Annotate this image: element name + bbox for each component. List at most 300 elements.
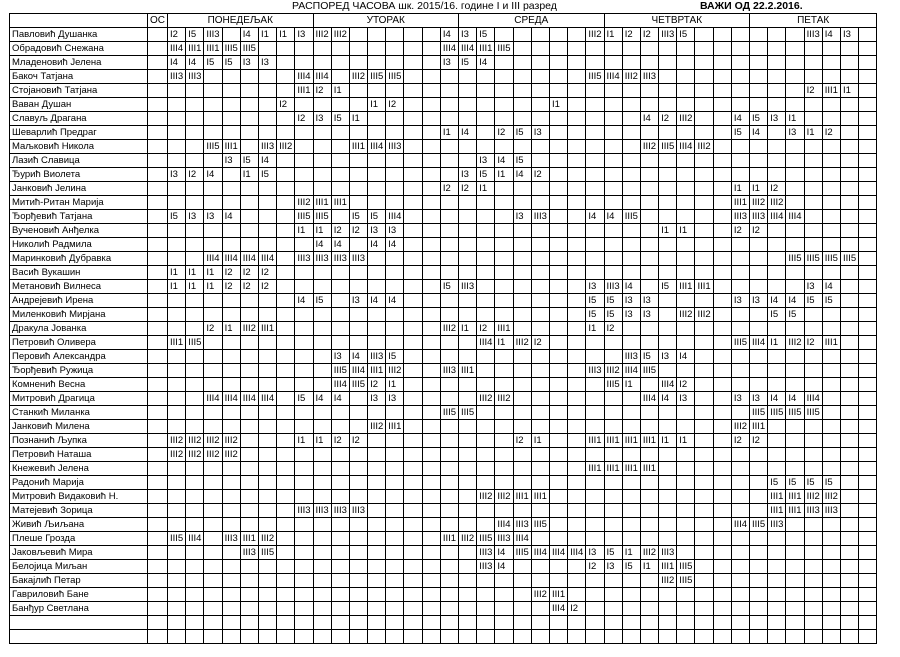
- lesson-cell: [186, 560, 204, 574]
- lesson-cell: [604, 574, 622, 588]
- os-cell: [148, 70, 168, 84]
- lesson-cell: [786, 616, 804, 630]
- lesson-cell: [368, 448, 386, 462]
- lesson-cell: [313, 336, 331, 350]
- lesson-cell: [549, 434, 567, 448]
- lesson-cell: [786, 448, 804, 462]
- lesson-cell: I2: [659, 112, 677, 126]
- lesson-cell: III2: [313, 28, 331, 42]
- lesson-cell: [768, 126, 786, 140]
- lesson-cell: [240, 126, 258, 140]
- lesson-cell: [368, 266, 386, 280]
- lesson-cell: [331, 140, 349, 154]
- lesson-cell: [659, 616, 677, 630]
- teacher-name: Андрејевић Ирена: [10, 294, 148, 308]
- lesson-cell: I1: [549, 98, 567, 112]
- os-cell: [148, 224, 168, 238]
- lesson-cell: I5: [313, 294, 331, 308]
- lesson-cell: [349, 616, 367, 630]
- lesson-cell: [422, 462, 440, 476]
- teacher-name: Петровић Оливера: [10, 336, 148, 350]
- lesson-cell: [568, 532, 586, 546]
- lesson-cell: [277, 546, 295, 560]
- lesson-cell: [186, 378, 204, 392]
- lesson-cell: [586, 574, 604, 588]
- teacher-name: Кнежевић Јелена: [10, 462, 148, 476]
- teacher-name: Метановић Вилнеса: [10, 280, 148, 294]
- lesson-cell: [477, 462, 495, 476]
- lesson-cell: I5: [513, 154, 531, 168]
- teacher-row: [10, 308, 877, 322]
- lesson-cell: I2: [804, 336, 822, 350]
- lesson-cell: [568, 504, 586, 518]
- lesson-cell: [713, 168, 731, 182]
- lesson-cell: [422, 434, 440, 448]
- lesson-cell: I5: [659, 280, 677, 294]
- lesson-cell: [440, 224, 458, 238]
- lesson-cell: [859, 560, 877, 574]
- lesson-cell: [822, 238, 840, 252]
- lesson-cell: [349, 546, 367, 560]
- teacher-name: Младеновић Јелена: [10, 56, 148, 70]
- lesson-cell: [659, 126, 677, 140]
- lesson-cell: [313, 532, 331, 546]
- lesson-cell: I3: [640, 294, 658, 308]
- teacher-row: [10, 210, 877, 224]
- lesson-cell: III5: [531, 518, 549, 532]
- lesson-cell: [768, 252, 786, 266]
- lesson-cell: [586, 378, 604, 392]
- lesson-cell: [622, 630, 640, 644]
- lesson-cell: [786, 168, 804, 182]
- lesson-cell: III3: [659, 546, 677, 560]
- lesson-cell: [568, 28, 586, 42]
- lesson-cell: [695, 322, 713, 336]
- lesson-cell: [804, 448, 822, 462]
- lesson-cell: [713, 126, 731, 140]
- lesson-cell: [477, 224, 495, 238]
- lesson-cell: [840, 630, 858, 644]
- lesson-cell: [750, 532, 768, 546]
- lesson-cell: I4: [295, 294, 313, 308]
- lesson-cell: [313, 448, 331, 462]
- lesson-cell: [477, 574, 495, 588]
- os-cell: [148, 336, 168, 350]
- lesson-cell: [677, 182, 695, 196]
- lesson-cell: [422, 294, 440, 308]
- lesson-cell: [768, 140, 786, 154]
- lesson-cell: [258, 574, 276, 588]
- lesson-cell: [804, 574, 822, 588]
- lesson-cell: [568, 336, 586, 350]
- lesson-cell: [768, 560, 786, 574]
- lesson-cell: [440, 84, 458, 98]
- lesson-cell: [804, 630, 822, 644]
- lesson-cell: [386, 42, 404, 56]
- lesson-cell: III4: [549, 546, 567, 560]
- lesson-cell: [222, 560, 240, 574]
- lesson-cell: [713, 364, 731, 378]
- lesson-cell: [222, 308, 240, 322]
- lesson-cell: III4: [240, 252, 258, 266]
- lesson-cell: III3: [459, 280, 477, 294]
- lesson-cell: [295, 280, 313, 294]
- lesson-cell: [713, 252, 731, 266]
- lesson-cell: I1: [768, 336, 786, 350]
- lesson-cell: I4: [477, 56, 495, 70]
- lesson-cell: [549, 28, 567, 42]
- lesson-cell: [331, 308, 349, 322]
- lesson-cell: [659, 308, 677, 322]
- lesson-cell: [240, 224, 258, 238]
- lesson-cell: [731, 56, 749, 70]
- lesson-cell: [713, 560, 731, 574]
- lesson-cell: [677, 490, 695, 504]
- lesson-cell: III1: [604, 462, 622, 476]
- lesson-cell: [713, 588, 731, 602]
- lesson-cell: I3: [768, 112, 786, 126]
- lesson-cell: [640, 448, 658, 462]
- lesson-cell: [859, 224, 877, 238]
- lesson-cell: [622, 532, 640, 546]
- os-cell: [148, 322, 168, 336]
- teacher-name: Маринковић Дубравка: [10, 252, 148, 266]
- lesson-cell: [477, 588, 495, 602]
- lesson-cell: I4: [822, 280, 840, 294]
- lesson-cell: I1: [368, 98, 386, 112]
- lesson-cell: [222, 518, 240, 532]
- lesson-cell: [586, 448, 604, 462]
- lesson-cell: [440, 420, 458, 434]
- lesson-cell: [222, 574, 240, 588]
- teacher-row: [10, 294, 877, 308]
- lesson-cell: [804, 588, 822, 602]
- lesson-cell: [459, 560, 477, 574]
- lesson-cell: [695, 616, 713, 630]
- lesson-cell: [604, 588, 622, 602]
- lesson-cell: [277, 308, 295, 322]
- lesson-cell: [168, 476, 186, 490]
- lesson-cell: III4: [531, 546, 549, 560]
- lesson-cell: [768, 350, 786, 364]
- lesson-cell: [768, 420, 786, 434]
- lesson-cell: [604, 420, 622, 434]
- lesson-cell: III1: [440, 532, 458, 546]
- lesson-cell: [768, 42, 786, 56]
- lesson-cell: [404, 462, 422, 476]
- lesson-cell: [186, 308, 204, 322]
- lesson-cell: [404, 84, 422, 98]
- teacher-row: [10, 378, 877, 392]
- lesson-cell: [295, 602, 313, 616]
- lesson-cell: [459, 490, 477, 504]
- lesson-cell: [386, 280, 404, 294]
- lesson-cell: [731, 350, 749, 364]
- lesson-cell: [531, 196, 549, 210]
- lesson-cell: [222, 378, 240, 392]
- lesson-cell: [277, 252, 295, 266]
- lesson-cell: [295, 616, 313, 630]
- teacher-row: [10, 336, 877, 350]
- lesson-cell: [677, 84, 695, 98]
- lesson-cell: [440, 294, 458, 308]
- lesson-cell: [222, 238, 240, 252]
- lesson-cell: III2: [622, 70, 640, 84]
- lesson-cell: [240, 294, 258, 308]
- lesson-cell: [549, 630, 567, 644]
- lesson-cell: [549, 322, 567, 336]
- lesson-cell: [840, 168, 858, 182]
- os-cell: [148, 448, 168, 462]
- lesson-cell: III5: [731, 336, 749, 350]
- lesson-cell: [368, 112, 386, 126]
- lesson-cell: [568, 84, 586, 98]
- lesson-cell: [440, 308, 458, 322]
- lesson-cell: [277, 280, 295, 294]
- lesson-cell: [277, 434, 295, 448]
- lesson-cell: [513, 504, 531, 518]
- lesson-cell: [531, 98, 549, 112]
- lesson-cell: [513, 616, 531, 630]
- lesson-cell: I4: [640, 112, 658, 126]
- lesson-cell: [840, 182, 858, 196]
- lesson-cell: [258, 210, 276, 224]
- lesson-cell: [204, 490, 222, 504]
- lesson-cell: [240, 140, 258, 154]
- lesson-cell: [713, 294, 731, 308]
- lesson-cell: [659, 406, 677, 420]
- teacher-name: Ваван Душан: [10, 98, 148, 112]
- lesson-cell: [368, 56, 386, 70]
- lesson-cell: [222, 70, 240, 84]
- lesson-cell: III4: [786, 210, 804, 224]
- lesson-cell: [604, 392, 622, 406]
- lesson-cell: [513, 448, 531, 462]
- lesson-cell: III4: [313, 70, 331, 84]
- lesson-cell: [859, 602, 877, 616]
- lesson-cell: III3: [604, 280, 622, 294]
- lesson-cell: III2: [604, 364, 622, 378]
- lesson-cell: III5: [368, 70, 386, 84]
- lesson-cell: [604, 98, 622, 112]
- lesson-cell: [713, 420, 731, 434]
- lesson-cell: [368, 490, 386, 504]
- lesson-cell: [368, 126, 386, 140]
- lesson-cell: I5: [386, 350, 404, 364]
- lesson-cell: [240, 350, 258, 364]
- lesson-cell: [568, 476, 586, 490]
- lesson-cell: I3: [222, 154, 240, 168]
- lesson-cell: [768, 462, 786, 476]
- lesson-cell: [695, 182, 713, 196]
- lesson-cell: [368, 532, 386, 546]
- lesson-cell: [731, 490, 749, 504]
- lesson-cell: I1: [186, 280, 204, 294]
- lesson-cell: [568, 406, 586, 420]
- lesson-cell: [677, 322, 695, 336]
- lesson-cell: [659, 182, 677, 196]
- lesson-cell: III1: [495, 322, 513, 336]
- teacher-name: Радонић Марија: [10, 476, 148, 490]
- lesson-cell: [840, 322, 858, 336]
- lesson-cell: [604, 252, 622, 266]
- lesson-cell: III3: [768, 518, 786, 532]
- lesson-cell: [313, 42, 331, 56]
- lesson-cell: [750, 588, 768, 602]
- lesson-cell: I4: [604, 210, 622, 224]
- lesson-cell: [822, 378, 840, 392]
- lesson-cell: [695, 476, 713, 490]
- lesson-cell: [622, 140, 640, 154]
- lesson-cell: [513, 112, 531, 126]
- lesson-cell: [313, 574, 331, 588]
- lesson-cell: [404, 238, 422, 252]
- lesson-cell: III3: [168, 70, 186, 84]
- lesson-cell: [313, 406, 331, 420]
- lesson-cell: [386, 182, 404, 196]
- lesson-cell: [459, 294, 477, 308]
- lesson-cell: [713, 378, 731, 392]
- lesson-cell: [568, 560, 586, 574]
- lesson-cell: III3: [313, 504, 331, 518]
- lesson-cell: [386, 448, 404, 462]
- lesson-cell: I5: [822, 294, 840, 308]
- lesson-cell: [459, 350, 477, 364]
- lesson-cell: III5: [804, 252, 822, 266]
- lesson-cell: [313, 308, 331, 322]
- lesson-cell: III4: [386, 210, 404, 224]
- lesson-cell: [549, 140, 567, 154]
- lesson-cell: [659, 336, 677, 350]
- lesson-cell: III2: [186, 448, 204, 462]
- lesson-cell: [549, 112, 567, 126]
- lesson-cell: I1: [295, 434, 313, 448]
- lesson-cell: [295, 420, 313, 434]
- lesson-cell: [422, 280, 440, 294]
- lesson-cell: I1: [204, 266, 222, 280]
- lesson-cell: [240, 490, 258, 504]
- lesson-cell: [477, 518, 495, 532]
- lesson-cell: [586, 112, 604, 126]
- lesson-cell: [404, 336, 422, 350]
- lesson-cell: [404, 98, 422, 112]
- lesson-cell: I2: [804, 84, 822, 98]
- lesson-cell: [422, 490, 440, 504]
- lesson-cell: [677, 546, 695, 560]
- teacher-row: [10, 238, 877, 252]
- lesson-cell: III4: [204, 392, 222, 406]
- lesson-cell: III5: [313, 210, 331, 224]
- lesson-cell: [713, 504, 731, 518]
- lesson-cell: [368, 518, 386, 532]
- lesson-cell: [440, 476, 458, 490]
- lesson-cell: [640, 252, 658, 266]
- lesson-cell: [204, 308, 222, 322]
- lesson-cell: [204, 112, 222, 126]
- lesson-cell: [204, 588, 222, 602]
- lesson-cell: [840, 126, 858, 140]
- os-cell: [148, 28, 168, 42]
- lesson-cell: III4: [459, 42, 477, 56]
- lesson-cell: III5: [168, 532, 186, 546]
- lesson-cell: [713, 546, 731, 560]
- lesson-cell: [568, 140, 586, 154]
- lesson-cell: [495, 350, 513, 364]
- lesson-cell: [222, 476, 240, 490]
- lesson-cell: [786, 588, 804, 602]
- lesson-cell: [186, 224, 204, 238]
- lesson-cell: [859, 322, 877, 336]
- lesson-cell: I5: [222, 56, 240, 70]
- lesson-cell: [295, 322, 313, 336]
- teacher-name: Вученовић Анђелка: [10, 224, 148, 238]
- teacher-row: [10, 420, 877, 434]
- lesson-cell: [677, 42, 695, 56]
- lesson-cell: [459, 448, 477, 462]
- lesson-cell: [222, 420, 240, 434]
- lesson-cell: III4: [204, 252, 222, 266]
- lesson-cell: III1: [349, 140, 367, 154]
- teacher-row: [10, 602, 877, 616]
- lesson-cell: [568, 252, 586, 266]
- lesson-cell: [786, 56, 804, 70]
- lesson-cell: [495, 28, 513, 42]
- lesson-cell: III3: [513, 518, 531, 532]
- lesson-cell: [731, 154, 749, 168]
- lesson-cell: I3: [258, 56, 276, 70]
- lesson-cell: [713, 196, 731, 210]
- lesson-cell: [186, 364, 204, 378]
- lesson-cell: [404, 588, 422, 602]
- lesson-cell: [513, 56, 531, 70]
- lesson-cell: [477, 350, 495, 364]
- lesson-cell: [204, 336, 222, 350]
- lesson-cell: [859, 168, 877, 182]
- lesson-cell: [677, 56, 695, 70]
- lesson-cell: [586, 42, 604, 56]
- lesson-cell: [204, 154, 222, 168]
- lesson-cell: [731, 378, 749, 392]
- lesson-cell: [404, 546, 422, 560]
- lesson-cell: III2: [695, 140, 713, 154]
- lesson-cell: I1: [677, 224, 695, 238]
- lesson-cell: I1: [531, 434, 549, 448]
- lesson-cell: [822, 350, 840, 364]
- lesson-cell: [331, 630, 349, 644]
- lesson-cell: [513, 42, 531, 56]
- lesson-cell: I3: [659, 350, 677, 364]
- lesson-cell: [222, 196, 240, 210]
- lesson-cell: [186, 84, 204, 98]
- lesson-cell: I3: [204, 210, 222, 224]
- teacher-row: [10, 630, 877, 644]
- lesson-cell: [640, 336, 658, 350]
- lesson-cell: [695, 28, 713, 42]
- lesson-cell: III5: [477, 532, 495, 546]
- lesson-cell: [549, 266, 567, 280]
- lesson-cell: [859, 406, 877, 420]
- lesson-cell: [731, 84, 749, 98]
- lesson-cell: [549, 126, 567, 140]
- lesson-cell: [822, 168, 840, 182]
- lesson-cell: I1: [495, 336, 513, 350]
- lesson-cell: [368, 406, 386, 420]
- lesson-cell: [695, 84, 713, 98]
- lesson-cell: [549, 350, 567, 364]
- lesson-cell: [513, 364, 531, 378]
- lesson-cell: [459, 602, 477, 616]
- lesson-cell: [840, 56, 858, 70]
